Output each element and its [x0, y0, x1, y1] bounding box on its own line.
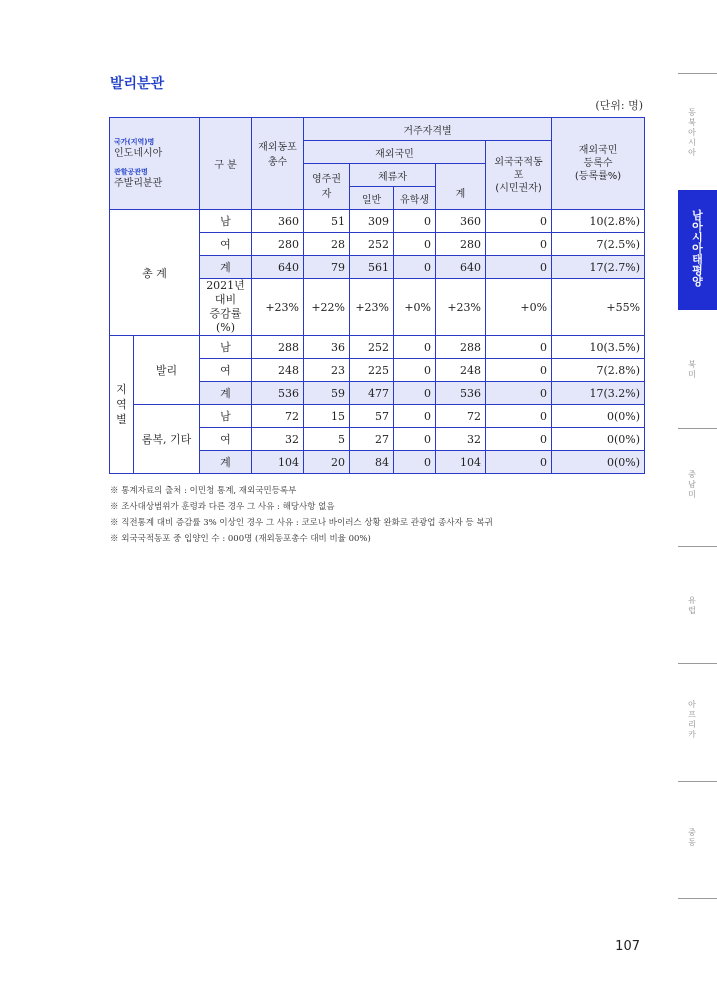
side-tab-south-asia-pacific[interactable]: 남 아 시 아 태 평 양 — [692, 209, 703, 288]
note-item: ※ 조사대상범위가 훈령과 다른 경우 그 사유 : 해당사항 없음 — [110, 502, 335, 512]
side-divider — [678, 546, 717, 547]
side-divider — [678, 428, 717, 429]
office-value: 주발리분관 — [114, 177, 163, 189]
sojourners-header: 체류자 — [350, 164, 436, 187]
registered-header: 재외국민 등록수 (등록률%) — [552, 118, 645, 210]
country-box — [110, 118, 200, 210]
country-label: 국가(지역)명 — [114, 137, 155, 146]
side-divider — [678, 781, 717, 782]
side-divider — [678, 663, 717, 664]
office-label: 관할공관명 — [114, 167, 148, 176]
table-row: 총 계 남 360 51 309 0 360 0 10(2.8%) — [110, 210, 645, 233]
page-number: 107 — [615, 939, 640, 954]
side-tab-northeast-asia[interactable]: 동 북 아 시 아 — [688, 108, 696, 157]
table-row: 여 280 28 252 0 280 0 7(2.5%) — [110, 233, 645, 256]
residence-status-header: 거주자격별 — [304, 118, 552, 141]
students-header: 유학생 — [394, 187, 436, 210]
group-regional: 지 역 별 — [110, 336, 134, 474]
note-item: ※ 직전통계 대비 증감률 3% 이상인 경우 그 사유 : 코로나 바이러스 상황 완화로 관광업 종사자 등 복귀 — [110, 518, 493, 528]
unit-label: (단위: 명) — [595, 99, 643, 112]
category-header: 구 분 — [200, 118, 252, 210]
permanent-header: 영주권자 — [304, 164, 350, 210]
table-row: 2021년대비 증감률(%) +23% +22% +23% +0% +23% +0% +55% — [110, 279, 645, 336]
korean-nationals-header: 재외국민 — [304, 141, 486, 164]
table-row: 여 248 23 225 0 248 0 7(2.8%) — [110, 359, 645, 382]
side-tab-africa[interactable]: 아 프 리 카 — [688, 700, 696, 739]
subtotal-header: 계 — [436, 164, 486, 210]
country-value: 인도네시아 — [114, 147, 163, 159]
table-row: 계 536 59 477 0 536 0 17(3.2%) — [110, 382, 645, 405]
table-row: 계 104 20 84 0 104 0 0(0%) — [110, 451, 645, 474]
table-row: 여 32 5 27 0 32 0 0(0%) — [110, 428, 645, 451]
side-tab-latin-america[interactable]: 중 남 미 — [688, 470, 696, 499]
total-overseas-header: 재외동포 총수 — [252, 118, 304, 210]
side-divider — [678, 73, 717, 74]
table-row: 계 640 79 561 0 640 0 17(2.7%) — [110, 256, 645, 279]
table-row: 롬복, 기타 남 72 15 57 0 72 0 0(0%) — [110, 405, 645, 428]
group-bali: 발리 — [134, 336, 200, 405]
general-header: 일반 — [350, 187, 394, 210]
page-title: 발리분관 — [110, 76, 165, 92]
statistics-table — [109, 117, 645, 474]
side-tab-north-america[interactable]: 북 미 — [688, 360, 696, 379]
side-tab-middle-east[interactable]: 중 동 — [688, 828, 696, 847]
note-item: ※ 외국국적동포 중 입양인 수 : 000명 (재외동포총수 대비 비율 00%) — [110, 534, 371, 544]
group-lombok: 롬복, 기타 — [134, 405, 200, 474]
notes — [110, 483, 493, 547]
note-item: ※ 통계자료의 출처 : 이민청 통계, 재외국민등록부 — [110, 486, 297, 496]
table-row: 지 역 별 발리 남 288 36 252 0 288 0 10(3.5%) — [110, 336, 645, 359]
foreign-nationals-header: 외국국적동포 (시민권자) — [486, 141, 552, 210]
side-tab-europe[interactable]: 유 럽 — [688, 596, 696, 615]
group-total: 총 계 — [110, 210, 200, 336]
side-divider — [678, 898, 717, 899]
